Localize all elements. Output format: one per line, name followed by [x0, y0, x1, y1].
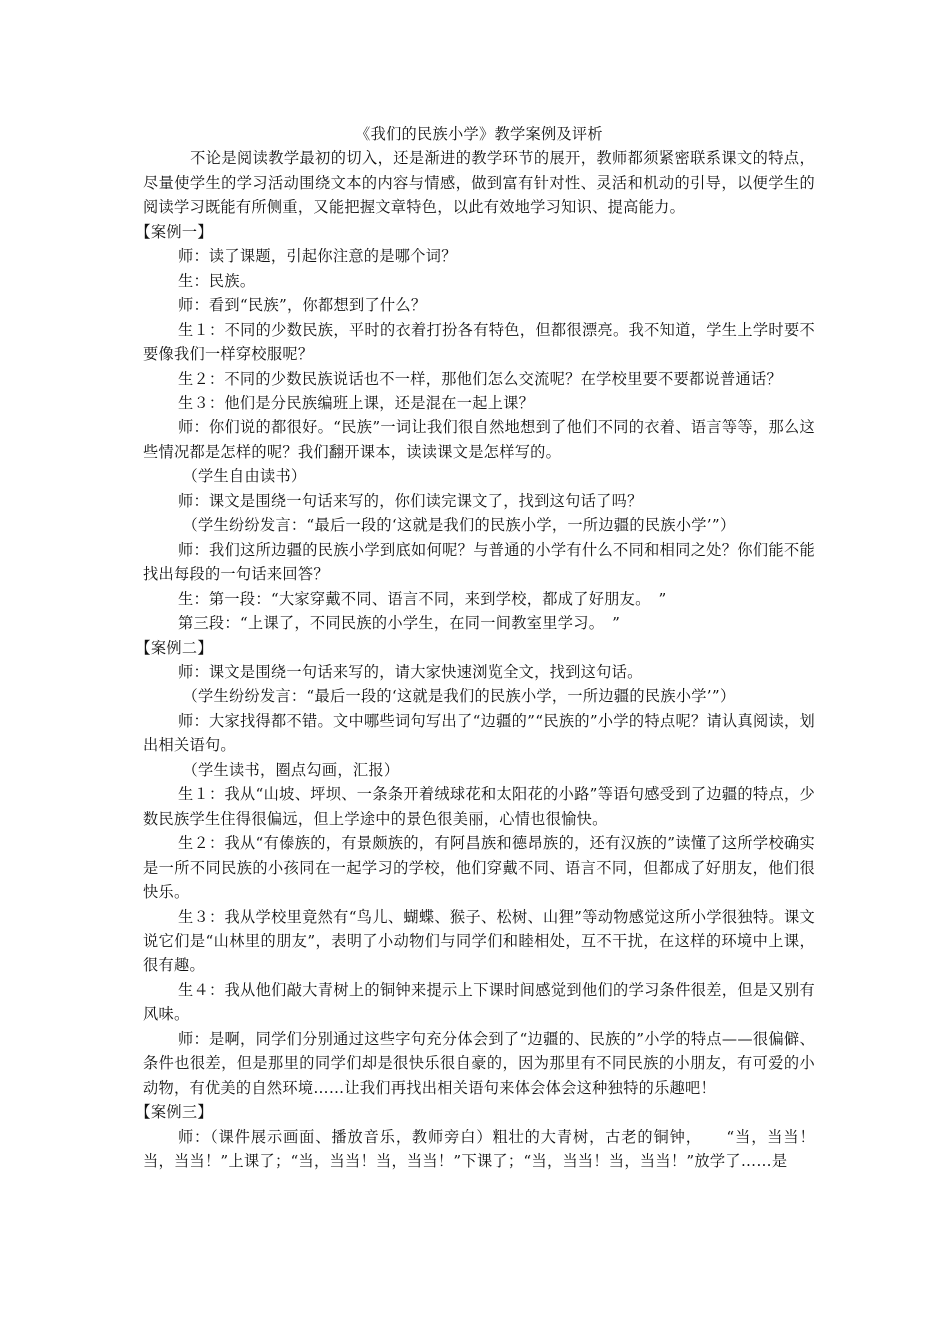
case2-line: 生１：我从“山坡、坪坝、一条条开着绒球花和太阳花的小路”等语句感受到了边疆的特点，少数民族学生住得很偏远，但上学途中的景色很美丽，心情也很愉快。 [143, 785, 815, 828]
case2-line: 生３：我从学校里竟然有“鸟儿、蝴蝶、猴子、松树、山狸”等动物感觉这所小学很独特。课文说它们是“山林里的朋友”，表明了小动物们与同学们和睦相处，互不干扰，在这样的环境中上课，很有趣。 [143, 907, 815, 975]
case1-line: 生１：不同的少数民族，平时的衣着打扮各有特色，但都很漂亮。我不知道，学生上学时要不要像我们一样穿校服呢？ [143, 320, 815, 364]
case2-line: 师：大家找得都不错。文中哪些词句写出了“边疆的”“民族的”小学的特点呢？请认真阅读，划出相关语句。 [143, 711, 815, 755]
case1-line: 生：民族。 [177, 271, 256, 290]
case1-line: 师：读了课题，引起你注意的是哪个词？ [177, 247, 457, 266]
case1-line: 师：你们说的都很好。“民族”一词让我们很自然地想到了他们不同的衣着、语言等等，那么这些情况都是怎样的呢？我们翻开课本，读读课文是怎样写的。 [143, 418, 815, 461]
case2-line: 生２：我从“有傣族的，有景颇族的，有阿昌族和德昂族的，还有汉族的”读懂了这所学校确实是一所不同民族的小孩同在一起学习的学校，他们穿戴不同、语言不同，但都成了好朋友，他们很快乐。 [143, 834, 815, 902]
case1-line: （学生自由读书） [182, 467, 307, 486]
case3-heading: 【案例三】 [135, 1103, 213, 1122]
case1-line: 生３：他们是分民族编班上课，还是混在一起上课？ [177, 393, 535, 412]
document-page [135, 122, 815, 1173]
case3-line: 师：（课件展示画面、播放音乐，教师旁白）粗壮的大青树，古老的铜钟， “当，当当！当，当当！”上课了；“当，当当！当，当当！”下课了；“当，当当！当，当当！”放学了……是 [143, 1127, 815, 1171]
case1-line: 师：课文是围绕一句话来写的，你们读完课文了，找到这句话了吗？ [177, 491, 643, 510]
case1-line: 第三段：“上课了，不同民族的小学生，在同一间教室里学习。 ” [177, 614, 621, 633]
case1-line: 师：看到“民族”，你都想到了什么？ [177, 296, 427, 315]
case1-heading: 【案例一】 [135, 222, 213, 241]
case2-line: 生４：我从他们敲大青树上的铜钟来提示上下课时间感觉到他们的学习条件很差，但是又别有风味。 [143, 980, 815, 1024]
case2-line: 师：是啊，同学们分别通过这些字句充分体会到了“边疆的、民族的”小学的特点——很偏僻、条件也很差，但是那里的同学们却是很快乐很自豪的，因为那里有不同民族的小朋友，有可爱的小动物，有优美的自然环境……让我们再找出相关语句来体会体会这种独特的乐趣吧！ [143, 1029, 815, 1097]
case1-line: （学生纷纷发言：“最后一段的‘这就是我们的民族小学，一所边疆的民族小学’”） [182, 516, 736, 535]
intro-paragraph: 不论是阅读教学最初的切入，还是渐进的教学环节的展开，教师都须紧密联系课文的特点，尽量使学生的学习活动围绕文本的内容与情感，做到富有针对性、灵活和机动的引导，以便学生的阅读学习既能有所侧重，又能把握文章特色，以此有效地学习知识、提高能力。 [143, 149, 815, 217]
case2-line: （学生纷纷发言：“最后一段的‘这就是我们的民族小学，一所边疆的民族小学’”） [182, 687, 736, 706]
case2-heading: 【案例二】 [135, 638, 213, 657]
case2-line: 师：课文是围绕一句话来写的，请大家快速浏览全文，找到这句话。 [177, 662, 643, 681]
case1-line: 师：我们这所边疆的民族小学到底如何呢？与普通的小学有什么不同和相同之处？你们能不能找出每段的一句话来回答？ [143, 540, 815, 584]
case2-line: （学生读书，圈点勾画，汇报） [182, 760, 400, 779]
case1-line: 生２：不同的少数民族说话也不一样，那他们怎么交流呢？在学校里要不要都说普通话？ [177, 369, 782, 388]
case1-line: 生：第一段：“大家穿戴不同、语言不同，来到学校，都成了好朋友。 ” [177, 589, 667, 608]
document-title: 《我们的民族小学》教学案例及评析 [355, 125, 603, 143]
